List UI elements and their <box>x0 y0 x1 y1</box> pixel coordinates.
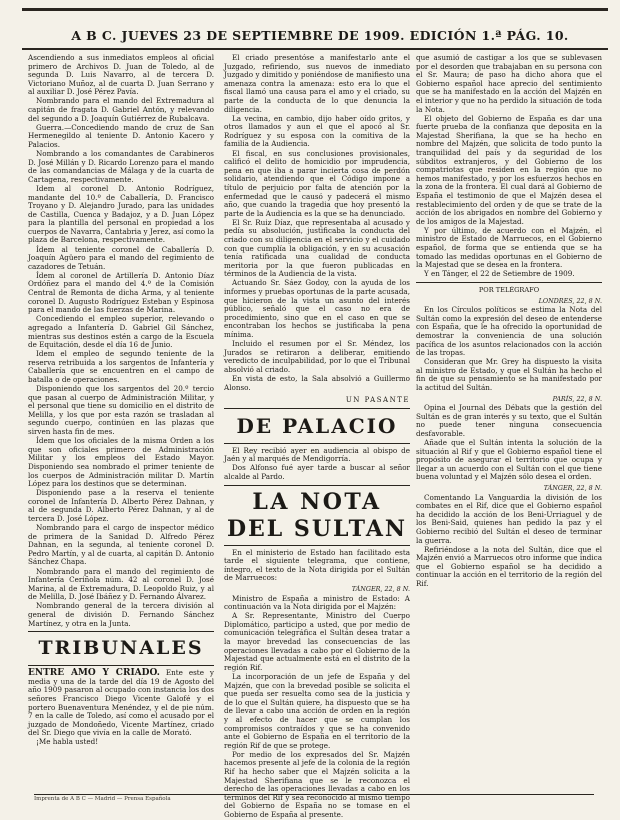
column-3 <box>416 54 602 792</box>
paragraph: Nombrando general de la tercera división al general de división D. Fernando Sánchez Martínez, y otra en la Junta. <box>28 601 214 628</box>
paragraph: Ídem que los oficiales de la misma Orden a los que son oficiales primero de Administración Militar y los empleos del Estado Mayor. Disponiendo sea nombrado el primer teniente de los cuerpos de Administración militar D. Martín López para los destinos que se determinan. <box>28 436 214 489</box>
paragraph: En el ministerio de Estado han facilitado esta tarde el siguiente telegrama, que contiene, íntegro, el texto de la Nota dirigida por el Sultán de Marruecos: <box>224 547 410 583</box>
paragraph: que asumió de castigar a los que se sublevasen por el desorden que trabajaban en su persona con el Sr. Maura; de paso ha dicho ahora que el Gobierno español hace aprecio del sentimiento que se ha manifestado en la acción del Majzén en el interior y que no ha perdido la situación de toda la Nota. <box>416 53 602 114</box>
section-subhead-telegrafo: POR TELÉGRAFO <box>478 285 540 294</box>
section-title-palacio: DE PALACIO <box>236 413 398 438</box>
paragraph: En los Círculos políticos se estima la Nota del Sultán como la expresión del deseo de entenderse con España, que le ha ofrecido la oportunidad de demostrar la conveniencia de una solución pacífica de los asuntos relacionados con la acción de las tropas. <box>416 305 602 358</box>
section-divider <box>28 665 214 666</box>
paragraph: Concediendo el empleo superior, relevando o agregado a Infantería D. Gabriel Gil Sánchez, mientras sus destinos estén a cargo de la Escuela de Equitación, desde el día 16 de Junio. <box>28 314 214 350</box>
column-1 <box>28 54 214 792</box>
section-divider <box>28 631 214 632</box>
section-divider <box>224 443 410 444</box>
article-lead <box>28 669 214 738</box>
paragraph: Dos Alfonso fué ayer tarde a buscar al señor alcalde al Pardo. <box>224 463 410 482</box>
paragraph: Ministro de España a ministro de Estado: A continuación va la Nota dirigida por el Majzén: <box>224 593 410 612</box>
paragraph: Consideran que Mr. Grey ha dispuesto la visita al ministro de Estado, y que el Sultán ha hecho el fin de que su pensamiento se ha manifestado por la actitud del Sultán. <box>416 357 602 392</box>
paragraph: Ídem al teniente coronel de Caballería D. Joaquín Agüero para el mando del regimiento de cazadores de Tetuán. <box>28 244 214 271</box>
paragraph: Ascendiendo a sus inmediatos empleos al oficial primero de Archivos D. Juan de Toledo, al de segunda D. Luis Navarro, al de tercera D. Victoriano Muñoz, al de cuarta D. Juan Serrano y al auxiliar D. José Pérez Pavía. <box>28 53 214 97</box>
paragraph: El fiscal, en sus conclusiones provisionales, calificó el delito de homicidio por imprudencia, pena en que iba a parar incierta cosa de perdón solidario, atendiendo que el Código impone a título de perjuicio por falta de atención por la enfermedad que le causó y padecerá el mismo año, que cuando la tragedia que hoy presentó la parte de la Audiencia es la que se ha denunciado. <box>224 148 410 218</box>
section-title-del-sultan: DEL SULTAN <box>226 515 408 542</box>
paragraph: El objeto del Gobierno de España es dar una fuerte prueba de la confianza que deposita en la Majestad Sherifiana, la que se ha hecho en nombre del Majzén, que solicita de todo punto la tranquilidad del país y da seguridad de los súbditos extranjeros, y del Gobierno de los compatriotas que residen en la región que no hemos manifestado, y por los esfuerzos hechos en la zona de la frontera. El cual dará al Gobierno de España el testimonio de que el Majzén desea el restablecimiento del orden y de que se trate de la acción de los abrigados en nombre del Gobierno y de los amigos de la Majestad. <box>416 113 602 226</box>
paragraph: El Rey recibió ayer en audiencia al obispo de Jaén y al marqués de Mendigorría. <box>224 445 410 464</box>
paragraph: Nombrando para el mando del regimiento de Infantería Ceriñola núm. 42 al coronel D. José Marina, al de Extremadura, D. Leopoldo Ruiz, y al de Melilla, D. José Ibáñez y D. Fernando Álvarez. <box>28 566 214 602</box>
paragraph: Idem al coronel D. Antonio Rodríguez, mandante del 10.º de Caballería, D. Francisco Troyano y D. Alejandro Jurado, para las unidades de Castilla, Cuenca y Badajoz, y a D. Juan López para la plantilla del personal en propiedad a los cuerpos de Navarra, Cantabria y Jerez, así como la plaza de Barcelona, respectivamente. <box>28 183 214 245</box>
paragraph: Incluido el resumen por el Sr. Méndez, los Jurados se retiraron a deliberar, emitiendo veredicto de inculpabilidad, por lo que el Tribunal absolvió al criado. <box>224 339 410 374</box>
dateline: TÁNGER, 22, 8 N. <box>543 484 602 492</box>
paragraph: Disponiendo que los sargentos del 20.º tercio que pasan al cuerpo de Administración Militar, y el personal que tiene su domicilio en el distrito de Melilla, y los que por esta razón se trasladan al segundo cuerpo, continúen en las plazas que sirven hasta fin de mes. <box>28 384 214 437</box>
section-title-la-nota: LA NOTA <box>252 488 382 515</box>
paragraph: Ídem al coronel de Artillería D. Antonio Díaz Ordóñez para el mando del 4.º de la Comisión Central de Remonta de dicha Arma, y al teniente coronel D. Augusto Rodríguez Esteban y Espinosa para el mando de las fuerzas de Marina. <box>28 270 214 315</box>
paragraph: Disponiendo pase a la reserva el teniente coronel de Infantería D. Alberto Pérez Dahnan, y al de segunda D. Alberto Pérez Dahnan, y al de tercera D. José López. <box>28 488 214 523</box>
section-title-tribunales: TRIBUNALES <box>38 637 204 660</box>
paragraph: Nombrando para el mando del Extremadura al capitán de fragata D. Gabriel Antón, y relevando del segundo a D. Joaquín Gutiérrez de Rubalcava. <box>28 96 214 123</box>
masthead-rule <box>22 48 608 50</box>
paragraph: Por medio de los expresados del Sr. Majzén hacemos presente al jefe de la colonia de la región Rif ha hecho saber que el Majzén solicita a la Majestad Sherifiana que se le reconozca el derecho de las operaciones llevadas a cabo en los términos del Rif y sea reconocido al mismo tiempo del Gobierno de España no se tomase en el Gobierno de España al presente. <box>224 749 410 819</box>
section-divider <box>224 485 410 486</box>
section-divider <box>416 282 602 283</box>
article-text: Ente este y media y una de la tarde del día 19 de Agosto del año 1909 pasaron al ocupado con instancia los dos señores Francisco Diego Vicente Galofé y el portero Buenaventura Menéndez, y el de pie núm. 7 en la calle de Toledo, así como el acusado por el juzgado de Mondoñedo, Vicente Martínez, criado del Sr. Diego que vivía en la calle de Morató. <box>28 668 214 738</box>
dateline: TÁNGER, 22, 8 N. <box>351 585 410 593</box>
page-masthead: A B C. JUEVES 23 DE SEPTIEMBRE DE 1909. EDICIÓN 1.ª PÁG. 10. <box>71 28 569 43</box>
paragraph: Guerra.—Concediendo mando de cruz de San Hermenegildo al teniente D. Antonio Kacero y Palacios. <box>28 122 214 149</box>
paragraph: En vista de esto, la Sala absolvió a Guillermo Alonso. <box>224 373 410 392</box>
paragraph: Actuando Sr. Sáez Godoy, con la ayuda de los informes y pruebas oportunas de la parte acusada, que hicieron de la vista un asunto del interés público, señaló que el caso no era de procedimiento, sino que en el caso en que se encontraban los hechos se justificaba la pena mínima. <box>224 278 410 339</box>
paragraph: ¡Me habla usted! <box>36 737 99 747</box>
paragraph: Idem el empleo de segundo teniente de la reserva retribuida a los sargentos de Infantería y Caballería que se encuentren en el campo de batalla o de operaciones. <box>28 349 214 384</box>
paragraph: El Sr. Ruiz Díaz, que representaba al acusado y pedía su absolución, justificaba la conducta del criado con su diligencia en el servicio y el cuidado con que cumplía la obligación, y en su acusación tenía ratificada una cualidad de conducta meritoria por la que fueron publicadas en términos de la Audiencia de la vista. <box>224 217 410 279</box>
dateline: LONDRES, 22, 8 N. <box>538 296 602 305</box>
paragraph: Y por último, de acuerdo con el Majzén, el ministro de Estado de Marruecos, en el Gobierno español, de forma que se entienda que se ha tomado las medidas oportunas en el Gobierno de la Majestad que se desea en la frontera. <box>416 225 602 270</box>
paragraph: Añade que el Sultán intenta la solución de la situación al Rif y que el Gobierno español tiene el propósito de asegurar el territorio que ocupa y llegar a un acuerdo con el Sultán con el que tiene buena voluntad y el Majzén sólo desea el orden. <box>416 438 602 482</box>
paragraph: Nombrando a los comandantes de Carabineros D. José Millán y D. Ricardo Lorenzo para el mando de las comandancias de Málaga y de la cuarta de Cartagena, respectivamente. <box>28 149 214 184</box>
paragraph: Opina el Journal des Débats que la gestión del Sultán es de gran interés y su texto, que el Sultán no puede tener ninguna consecuencia desfavorable. <box>416 403 602 438</box>
article-kicker: ENTRE AMO Y CRIADO. <box>28 668 160 679</box>
paragraph: Nombrando para el cargo de inspector médico de primera de la Sanidad D. Alfredo Pérez Dahnan, en la segunda, al teniente coronel D. Pedro Martín, y al de cuarta, al capitán D. Antonio Sánchez Chapa. <box>28 523 214 567</box>
top-rule <box>22 8 608 11</box>
column-2 <box>224 53 410 819</box>
paragraph: La incorporación de un jefe de España y del Majzén, que con la brevedad posible se solicita el que pueda ser resuelta como sea de la justicia y de lo que el Sultán quiere, ha dispuesto que se ha de llevar a cabo una acción de orden en la región y al efecto de hacer que se cumplan los compromisos contraídos y que se ha convenido ante el Gobierno de España en el territorio de la región Rif de que se protege. <box>224 671 410 750</box>
paragraph: La vecina, en cambio, dijo haber oído gritos, y otros llamados y aun el que el apocó al Sr. Rodríguez y su esposa con la comitiva de la familia de la Audiencia. <box>224 113 410 149</box>
article-byline: UN PASANTE <box>345 396 410 405</box>
section-divider <box>224 545 410 546</box>
section-divider <box>224 408 410 409</box>
paragraph: Refiriéndose a la nota del Sultán, dice que el Majzén envió a Marruecos otro informe que indica que el Gobierno español se ha decidido a continuar la acción en el territorio de la región del Rif. <box>416 544 602 589</box>
paragraph: A Sr. Representante, Ministro del Cuerpo Diplomático, participo a usted, que por medio de comunicación telegráfica el Sultán desea tratar a la mayor brevedad las consecuencias de las operaciones llevadas a cabo por el Gobierno de la Majestad que actualmente está en el distrito de la región Rif. <box>224 611 410 672</box>
paragraph: Comentando La Vanguardia la división de los combates en el Rif, dice que el Gobierno español ha decidido la acción de los Beni-Urriaguel y de los Beni-Said, quienes han pedido la paz y el Gobierno recibió del Sultán el deseo de terminar la guerra. <box>416 492 602 545</box>
paragraph: Y en Tánger, el 22 de Setiembre de 1909. <box>424 269 575 279</box>
dateline: PARÍS, 22, 8 N. <box>552 394 602 403</box>
paragraph: El criado presentóse a manifestarlo ante el Juzgado, refiriendo, sus nuevos de inmediato Juzgado y dimitido y poniéndose de manifiesto una amenaza contra la amenaza: esto era lo que el fiscal llamó una causa para el amo y el criado, su parte de la conducta de lo que denuncia la diligencia. <box>224 53 410 114</box>
page-footer: Imprenta de A B C — Madrid — Prensa Española <box>34 794 594 803</box>
